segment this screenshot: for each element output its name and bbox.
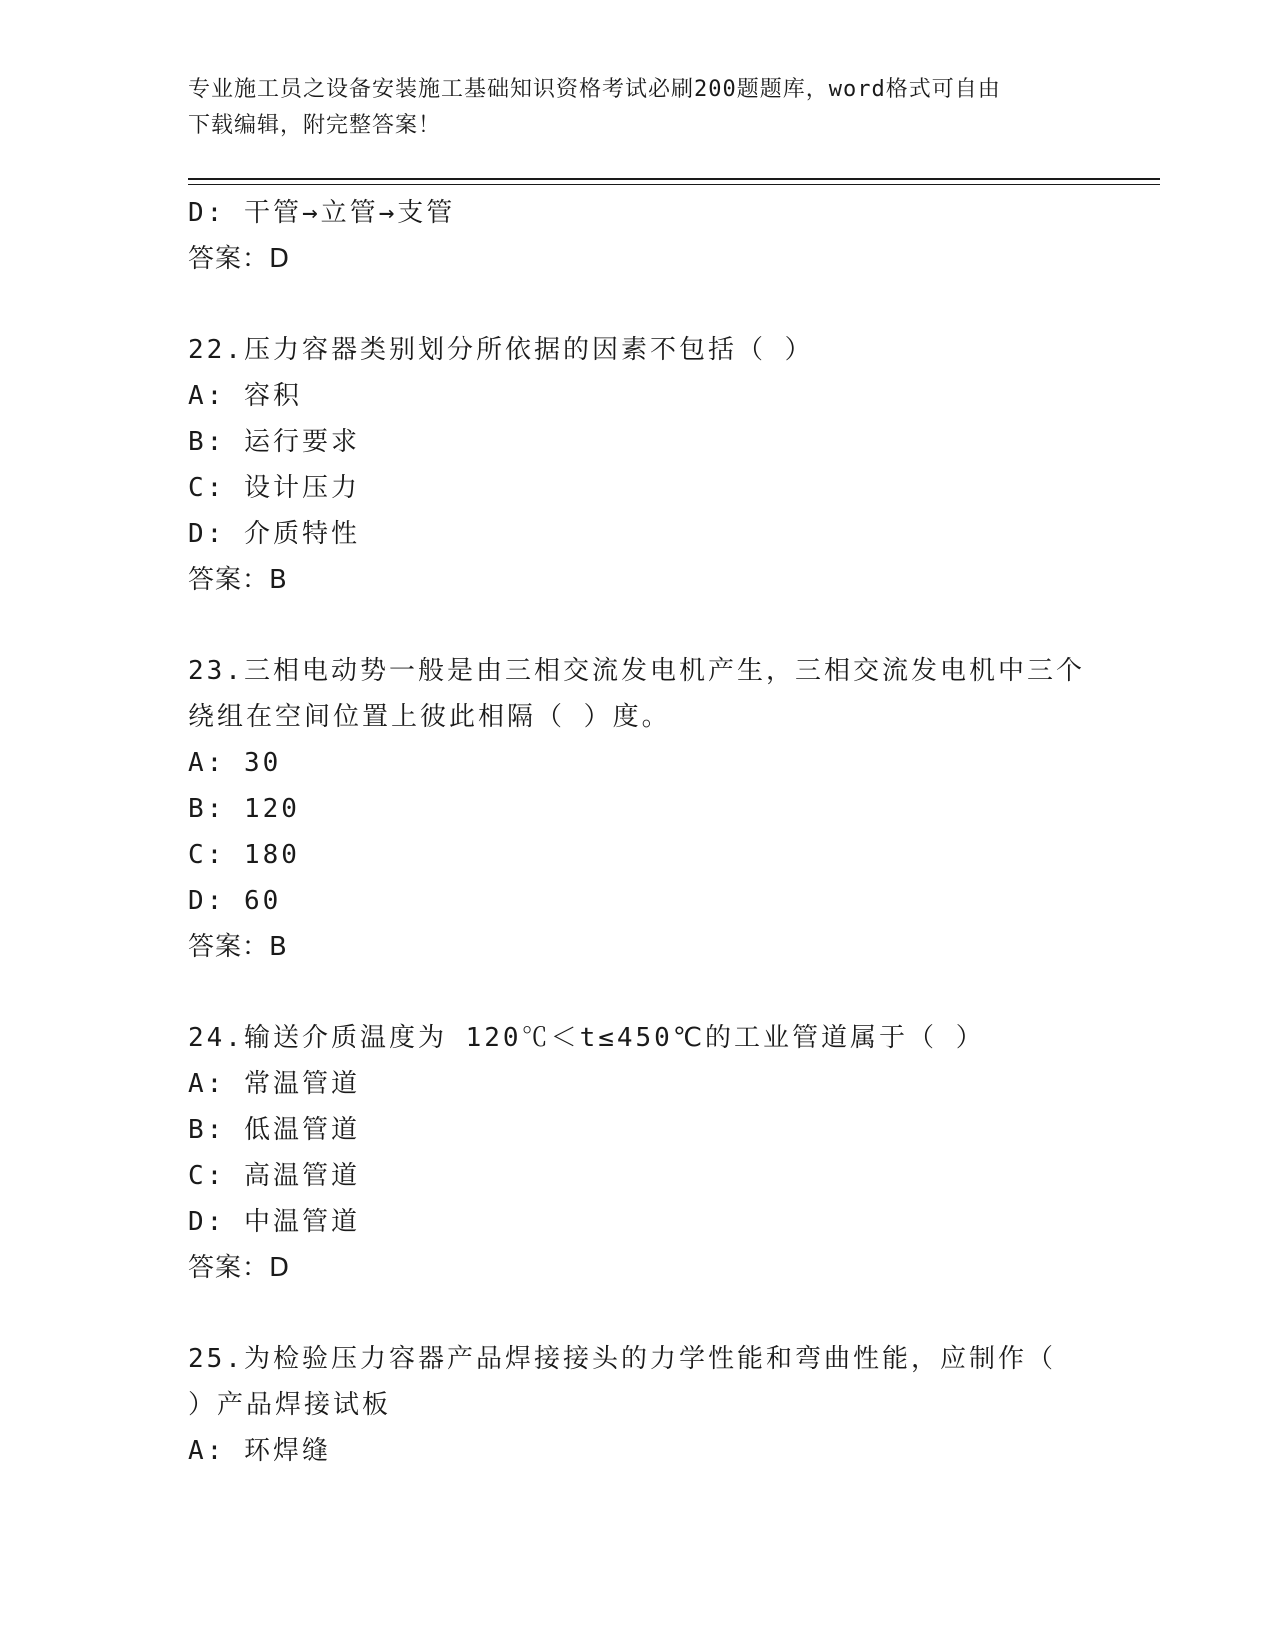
option-c: C: 高温管道 — [188, 1161, 360, 1191]
option-a: A: 30 — [188, 748, 282, 778]
answer-line: 答案：D — [188, 1253, 291, 1283]
question-stem-line-2: 绕组在空间位置上彼此相隔（ ）度。 — [188, 702, 671, 732]
document-body — [188, 190, 1088, 1474]
question-stem: 24.输送介质温度为 120℃＜t≤450℃的工业管道属于（ ） — [188, 1023, 985, 1053]
header-rule-thick — [188, 178, 1160, 180]
question-stem-line-1: 23.三相电动势一般是由三相交流发电机产生，三相交流发电机中三个 — [188, 656, 1085, 686]
answer-line: 答案：B — [188, 932, 288, 962]
option-a: A: 容积 — [188, 381, 302, 411]
header-line-2: 下载编辑，附完整答案！ — [188, 113, 442, 138]
question-25 — [188, 1336, 1088, 1474]
option-b: B: 低温管道 — [188, 1115, 360, 1145]
option-c: C: 设计压力 — [188, 473, 360, 503]
carry-over-block — [188, 190, 1088, 282]
question-stem-line-2: ）产品焊接试板 — [188, 1390, 392, 1420]
option-a: A: 常温管道 — [188, 1069, 360, 1099]
question-24 — [188, 1015, 1088, 1291]
document-header — [188, 72, 1088, 144]
answer-line: 答案：B — [188, 565, 288, 595]
question-23 — [188, 648, 1088, 970]
option-d: D: 中温管道 — [188, 1207, 360, 1237]
option-d: D: 60 — [188, 886, 282, 916]
question-stem-line-1: 25.为检验压力容器产品焊接接头的力学性能和弯曲性能，应制作（ — [188, 1344, 1056, 1374]
option-a: A: 环焊缝 — [188, 1436, 331, 1466]
answer-line: 答案：D — [188, 244, 291, 274]
header-line-1: 专业施工员之设备安装施工基础知识资格考试必刷200题题库，word格式可自由 — [188, 77, 1001, 102]
question-22 — [188, 327, 1088, 603]
option-d: D: 介质特性 — [188, 519, 360, 549]
option-d: D: 干管→立管→支管 — [188, 198, 456, 228]
option-c: C: 180 — [188, 840, 300, 870]
header-rule-thin — [188, 184, 1160, 185]
option-b: B: 运行要求 — [188, 427, 360, 457]
question-stem: 22.压力容器类别划分所依据的因素不包括（ ） — [188, 335, 814, 365]
option-b: B: 120 — [188, 794, 300, 824]
